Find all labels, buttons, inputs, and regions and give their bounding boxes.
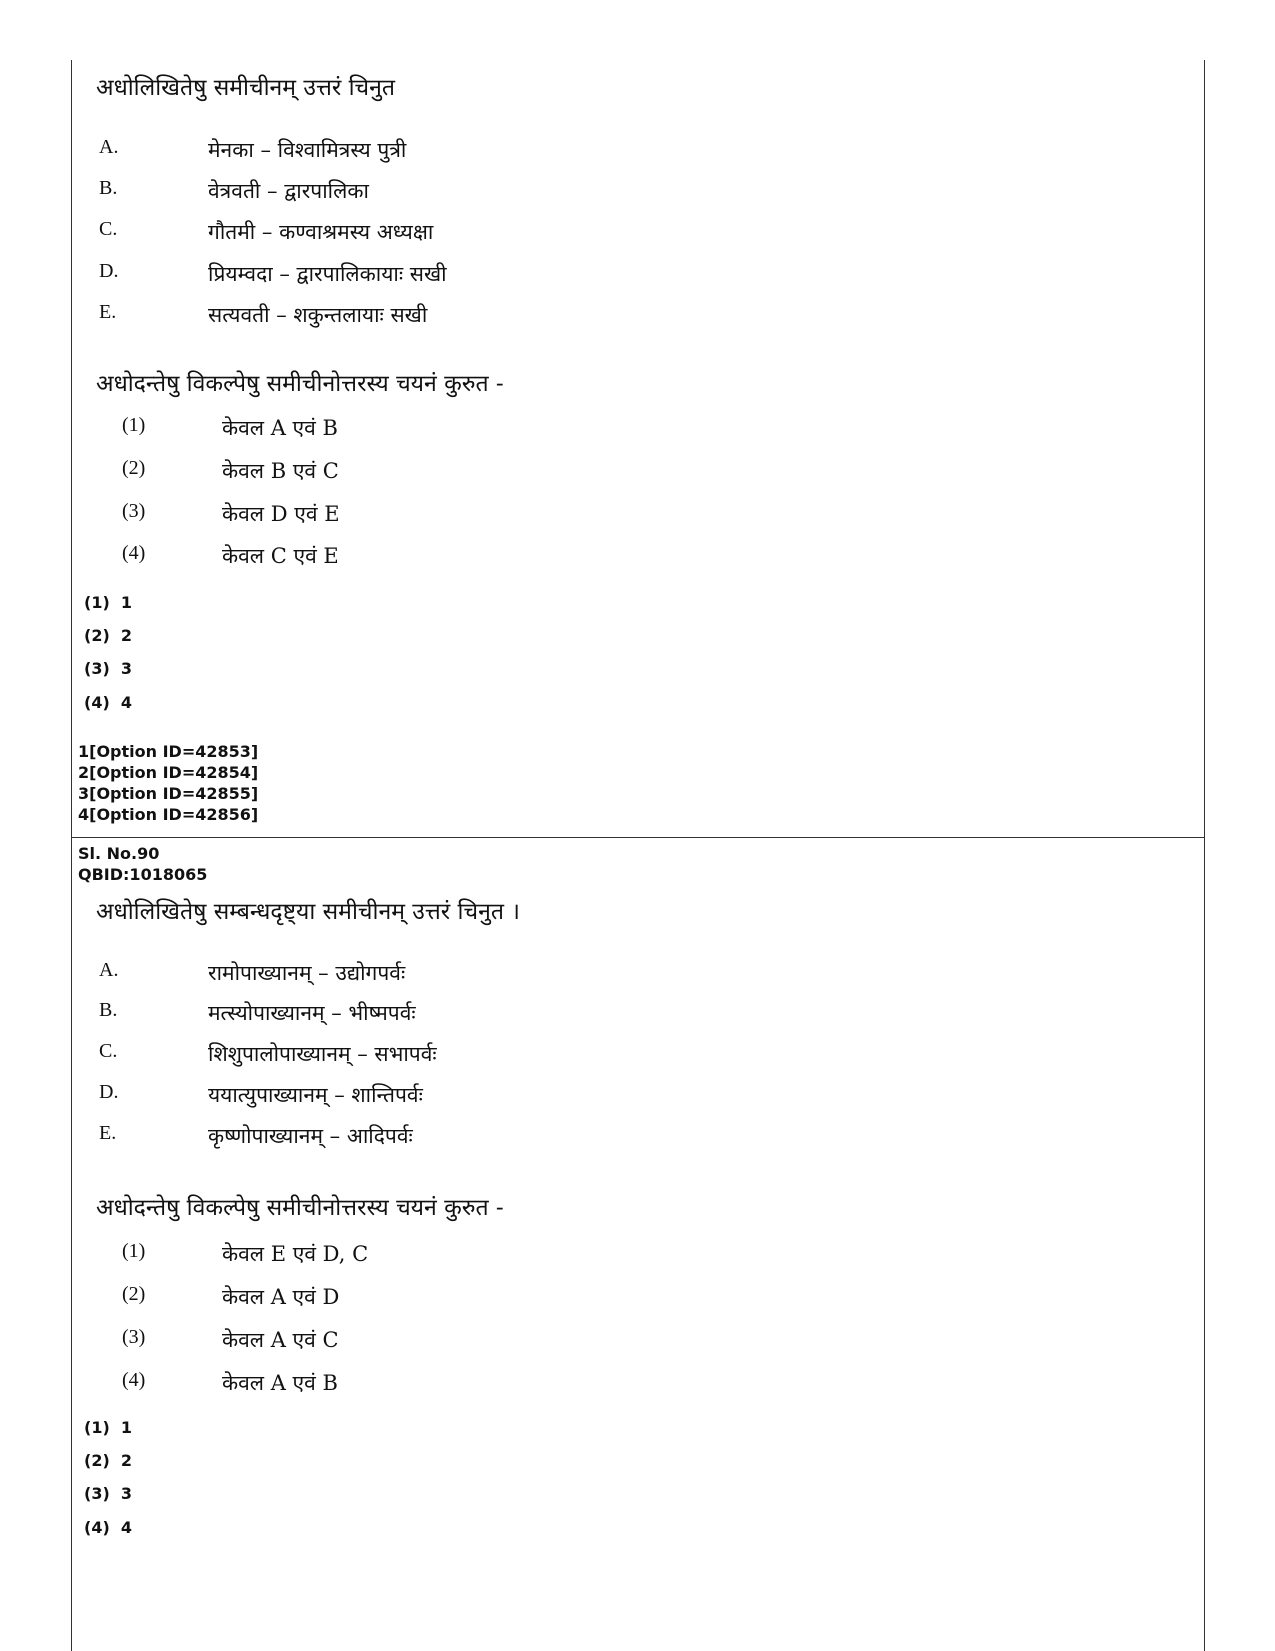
choice-number: (4): [122, 1369, 146, 1391]
statement-letter: C.: [99, 1040, 118, 1062]
question-text: अधोलिखितेषु समीचीनम् उत्तरं चिनुत: [96, 75, 396, 101]
option-id: 1[Option ID=42853]: [78, 742, 259, 761]
answer-value: 4: [120, 693, 133, 712]
page-border-left: [71, 60, 72, 1651]
statement-text: मेनका – विश्वामित्रस्य पुत्री: [208, 138, 407, 162]
answer-value: 4: [120, 1518, 133, 1537]
choice-text: केवल A एवं C: [222, 1328, 339, 1352]
answer-number: (3): [84, 659, 110, 678]
answer-value: 3: [120, 659, 133, 678]
choice-number: (2): [122, 457, 146, 479]
statement-letter: C.: [99, 218, 118, 240]
option-id: 3[Option ID=42855]: [78, 784, 259, 803]
choice-number: (4): [122, 542, 146, 564]
answer-number: (2): [84, 626, 110, 645]
choice-number: (3): [122, 1326, 146, 1348]
choice-number: (1): [122, 1240, 146, 1262]
choice-text: केवल A एवं B: [222, 416, 338, 440]
answer-option[interactable]: [84, 626, 132, 645]
choice-number: (3): [122, 500, 146, 522]
choice-text: केवल D एवं E: [222, 502, 340, 526]
question-meta: [78, 843, 207, 885]
answer-option[interactable]: [84, 593, 132, 612]
instruction-text: अधोदन्तेषु विकल्पेषु समीचीनोत्तरस्य चयनं कुरुत -: [96, 1195, 504, 1221]
page-border-right: [1204, 60, 1205, 1651]
choice-text: केवल B एवं C: [222, 459, 339, 483]
statement-letter: E.: [99, 1122, 117, 1144]
statement-letter: B.: [99, 999, 118, 1021]
answer-value: 1: [120, 1418, 133, 1437]
serial-number: Sl. No.90: [78, 844, 160, 863]
answer-number: (1): [84, 1418, 110, 1437]
statement-text: कृष्णोपाख्यानम् – आदिपर्वः: [208, 1124, 413, 1148]
answer-option[interactable]: [84, 1418, 132, 1437]
answer-number: (2): [84, 1451, 110, 1470]
answer-value: 3: [120, 1484, 133, 1503]
statement-text: वेत्रवती – द्वारपालिका: [208, 179, 369, 203]
statement-text: गौतमी – कण्वाश्रमस्य अध्यक्षा: [208, 220, 434, 244]
option-id: 4[Option ID=42856]: [78, 805, 259, 824]
statement-text: सत्यवती – शकुन्तलायाः सखी: [208, 303, 428, 327]
choice-text: केवल E एवं D, C: [222, 1242, 369, 1266]
statement-text: प्रियम्वदा – द्वारपालिकायाः सखी: [208, 262, 447, 286]
option-id-list: [78, 741, 258, 825]
question-text: अधोलिखितेषु सम्बन्धदृष्ट्या समीचीनम् उत्तरं चिनुत ।: [96, 899, 520, 925]
statement-letter: E.: [99, 301, 117, 323]
statement-letter: A.: [99, 136, 119, 158]
choice-number: (1): [122, 414, 146, 436]
answer-value: 1: [120, 593, 133, 612]
instruction-text: अधोदन्तेषु विकल्पेषु समीचीनोत्तरस्य चयनं कुरुत -: [96, 371, 504, 397]
statement-text: रामोपाख्यानम् – उद्योगपर्वः: [208, 961, 406, 985]
answer-option[interactable]: [84, 1484, 132, 1503]
question-divider: [71, 837, 1205, 838]
choice-text: केवल A एवं B: [222, 1371, 338, 1395]
choice-number: (2): [122, 1283, 146, 1305]
statement-text: शिशुपालोपाख्यानम् – सभापर्वः: [208, 1042, 437, 1066]
answer-number: (3): [84, 1484, 110, 1503]
choice-text: केवल C एवं E: [222, 544, 339, 568]
statement-letter: D.: [99, 260, 119, 282]
answer-number: (1): [84, 593, 110, 612]
answer-value: 2: [120, 626, 133, 645]
option-id: 2[Option ID=42854]: [78, 763, 259, 782]
answer-option[interactable]: [84, 659, 132, 678]
qbid: QBID:1018065: [78, 865, 208, 884]
statement-letter: D.: [99, 1081, 119, 1103]
answer-number: (4): [84, 693, 110, 712]
answer-value: 2: [120, 1451, 133, 1470]
answer-option[interactable]: [84, 693, 132, 712]
statement-letter: A.: [99, 959, 119, 981]
choice-text: केवल A एवं D: [222, 1285, 340, 1309]
answer-option[interactable]: [84, 1518, 132, 1537]
statement-text: मत्स्योपाख्यानम् – भीष्मपर्वः: [208, 1001, 416, 1025]
answer-option[interactable]: [84, 1451, 132, 1470]
statement-text: ययात्युपाख्यानम् – शान्तिपर्वः: [208, 1083, 423, 1107]
answer-number: (4): [84, 1518, 110, 1537]
statement-letter: B.: [99, 177, 118, 199]
